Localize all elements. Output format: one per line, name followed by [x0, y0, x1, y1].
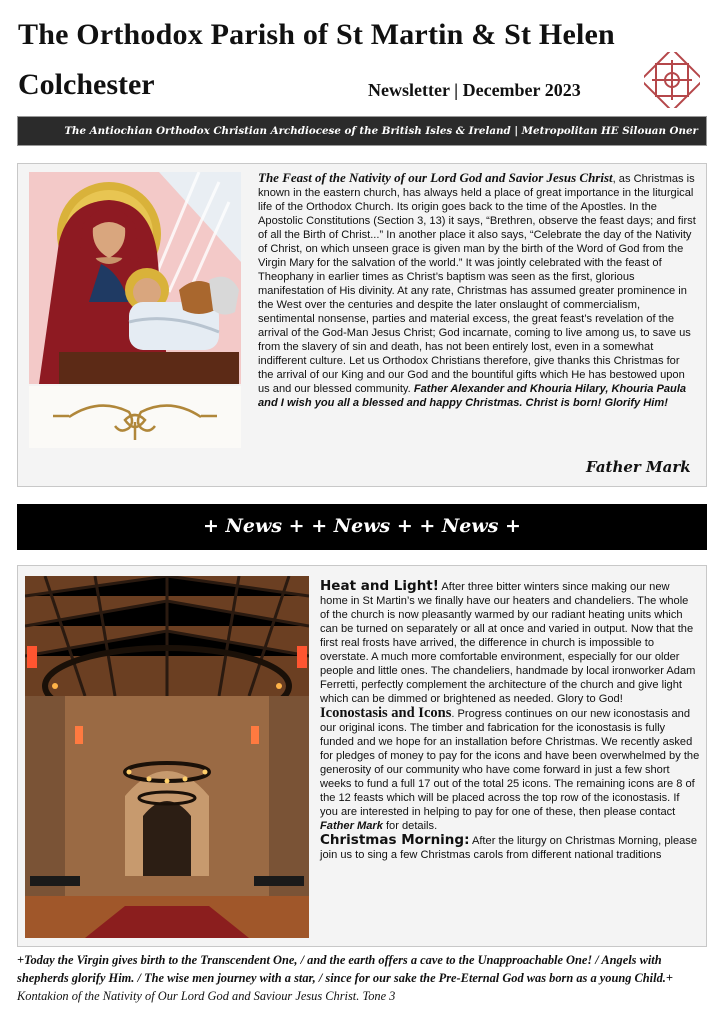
christmas-body: After the liturgy on Christmas Morning, please join us to sing a few Christmas carols from different national traditions [320, 835, 698, 861]
feast-lead: The Feast of the Nativity of our Lord God and Savior Jesus Christ [258, 170, 613, 185]
heat-body: After three bitter winters since making our new home in St Martin’s we finally have our heaters and chandeliers. The whole of the church is now pleasantly warmed by our radiant heating units which can be turned on separately or all at once and varied in output. Now that the first real frosts have arrived, the difference in church is impossible to overstate. A much more comfortable environment, especially for our older people and little ones. The chandeliers, handmade by local ironworker Adam Ferretti, perfectly complement the architecture of the church and give light which can be dimmed or brightened as needed. Glory to God! [320, 581, 696, 705]
icons-end: for details. [382, 820, 438, 832]
church-interior-photo [25, 576, 309, 938]
news-banner: + News + + News + + News + [17, 504, 707, 550]
feast-article [258, 171, 698, 410]
icons-contact: Father Mark [320, 820, 383, 832]
cross-emblem-icon [644, 52, 700, 108]
feast-body: , as Christmas is known in the eastern church, has always held a place of great importance in the liturgical life of the Orthodox Church. Its origin goes back to the time of the Apostles. In the Apostolic Constitutions (Section 3, 13) it says, “Brethren, observe the feast days; and first of all the Birth of Christ...” In another place it also says, “Celebrate the day of the Nativity of Christ, on which unseen grace is given man by the birth of the Word of God from the Virgin Mary for the salvation of the world.” It was jointly celebrated with the feast of Theophany in earlier times as Christ’s baptism was seen as the first, glorious manifestation of His divinity. At any rate, Christmas has assumed greater prominence in the West over the centuries and despite the later onslaught of commercialism, sentimental nonsense, parties and material excess, the great feast’s revelation of the arrival of the God-Man Jesus Christ; God incarnate, coming to live among us, to save us from the slavery of sin and death, has not been entirely lost, even in a somewhat indifferent culture. Let us Orthodox Christians therefore, give thanks this Christmas for the arrival of our King and our God and the bountiful gifts which He has bestowed upon us and our blessed community. [258, 173, 696, 395]
kontakion-text: +Today the Virgin gives birth to the Transcendent One, / and the earth offers a cave to the Unapproachable One! / Angels with shepherds glorify Him. / The wise men journey with a star, / since for our sake the Pre-Eternal God was born as a young Child.+ [17, 953, 673, 985]
icons-body: . Progress continues on our new iconostasis and our original icons. The timber and fabrication for the iconostasis is fully funded and we hope for an installation before Christmas. We recently asked for pledges of money to pay for the icons and have been overwhelmed by the generosity of our community who have come forward in just a few short weeks to fund a full 17 out of the total 25 icons. The remaining icons are 8 of the 12 feasts which will be placed across the top row of the iconostasis. If you are interested in helping to pay for one of these, then please contact [320, 708, 700, 818]
nativity-icon [29, 172, 241, 448]
signature: Father Mark [586, 458, 691, 476]
kontakion-source: Kontakion of the Nativity of Our Lord God and Saviour Jesus Christ. Tone 3 [17, 989, 396, 1003]
christmas-title: Christmas Morning: [320, 832, 470, 848]
kontakion-footer [17, 951, 709, 1005]
news-article [320, 579, 700, 862]
newsletter-date: Newsletter | December 2023 [368, 80, 581, 100]
icons-title: Iconostasis and Icons [320, 705, 452, 721]
archdiocese-banner: The Antiochian Orthodox Christian Archdiocese of the British Isles & Ireland | Metropolitan HE Silouan Oner [17, 116, 707, 146]
page-title: The Orthodox Parish of St Martin & St Helen [18, 18, 615, 51]
page-subtitle: Colchester [18, 68, 155, 101]
heat-title: Heat and Light! [320, 578, 439, 594]
feast-wish: Father Alexander and Khouria Hilary, Khouria Paula and I wish you all a blessed and happy Christmas. Christ is born! Glorify Him! [258, 383, 687, 409]
